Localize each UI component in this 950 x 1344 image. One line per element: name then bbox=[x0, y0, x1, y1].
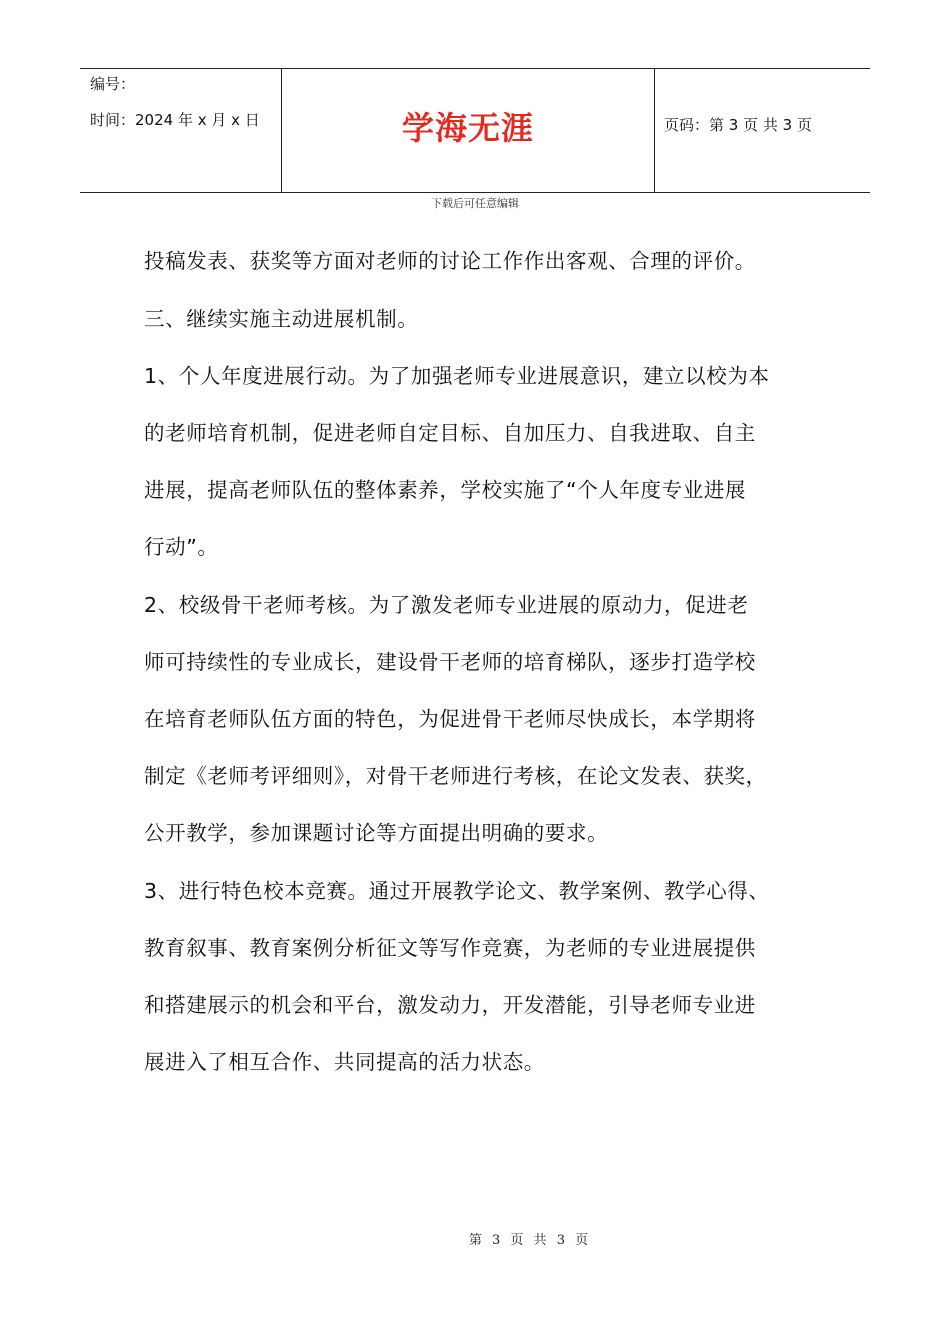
header-title: 学海无涯 bbox=[401, 109, 534, 147]
serial-number-label: 编号： bbox=[90, 75, 136, 93]
body-line: 3、进行特色校本竞赛。通过开展教学论文、教学案例、教学心得、 bbox=[144, 879, 770, 903]
body-line: 和搭建展示的机会和平台，激发动力，开发潜能，引导老师专业进 bbox=[144, 993, 756, 1017]
body-line: 进展，提高老师队伍的整体素养，学校实施了“个人年度专业进展 bbox=[144, 478, 747, 502]
body-line: 1、个人年度进展行动。为了加强老师专业进展意识，建立以校为本 bbox=[144, 364, 770, 388]
body-line: 三、继续实施主动进展机制。 bbox=[144, 307, 419, 331]
body-line: 师可持续性的专业成长，建设骨干老师的培育梯队，逐步打造学校 bbox=[144, 650, 756, 674]
body-line: 教育叙事、教育案例分析征文等写作竞赛，为老师的专业进展提供 bbox=[144, 936, 756, 960]
body-line: 2、校级骨干老师考核。为了激发老师专业进展的原动力，促进老 bbox=[144, 593, 749, 617]
body-line: 的老师培育机制，促进老师自定目标、自加压力、自我进取、自主 bbox=[144, 421, 756, 445]
body-line: 制定《老师考评细则》，对骨干老师进行考核，在论文发表、获奖， bbox=[144, 764, 767, 788]
body-line: 行动”。 bbox=[144, 535, 219, 559]
page-footer: 第 3 页 共 3 页 bbox=[468, 1233, 592, 1248]
body-line: 投稿发表、获奖等方面对老师的讨论工作作出客观、合理的评价。 bbox=[144, 249, 756, 273]
body-line: 公开教学，参加课题讨论等方面提出明确的要求。 bbox=[144, 821, 609, 845]
page-number-label: 页码：第 3 页 共 3 页 bbox=[664, 116, 812, 134]
body-line: 展进入了相互合作、共同提高的活力状态。 bbox=[144, 1050, 545, 1074]
header-divider-right bbox=[654, 69, 655, 193]
body-line: 在培育老师队伍方面的特色，为促进骨干老师尽快成长，本学期将 bbox=[144, 707, 756, 731]
date-label: 时间：2024 年 x 月 x 日 bbox=[90, 111, 260, 129]
document-header bbox=[80, 68, 870, 193]
download-note: 下载后可任意编辑 bbox=[431, 197, 519, 210]
